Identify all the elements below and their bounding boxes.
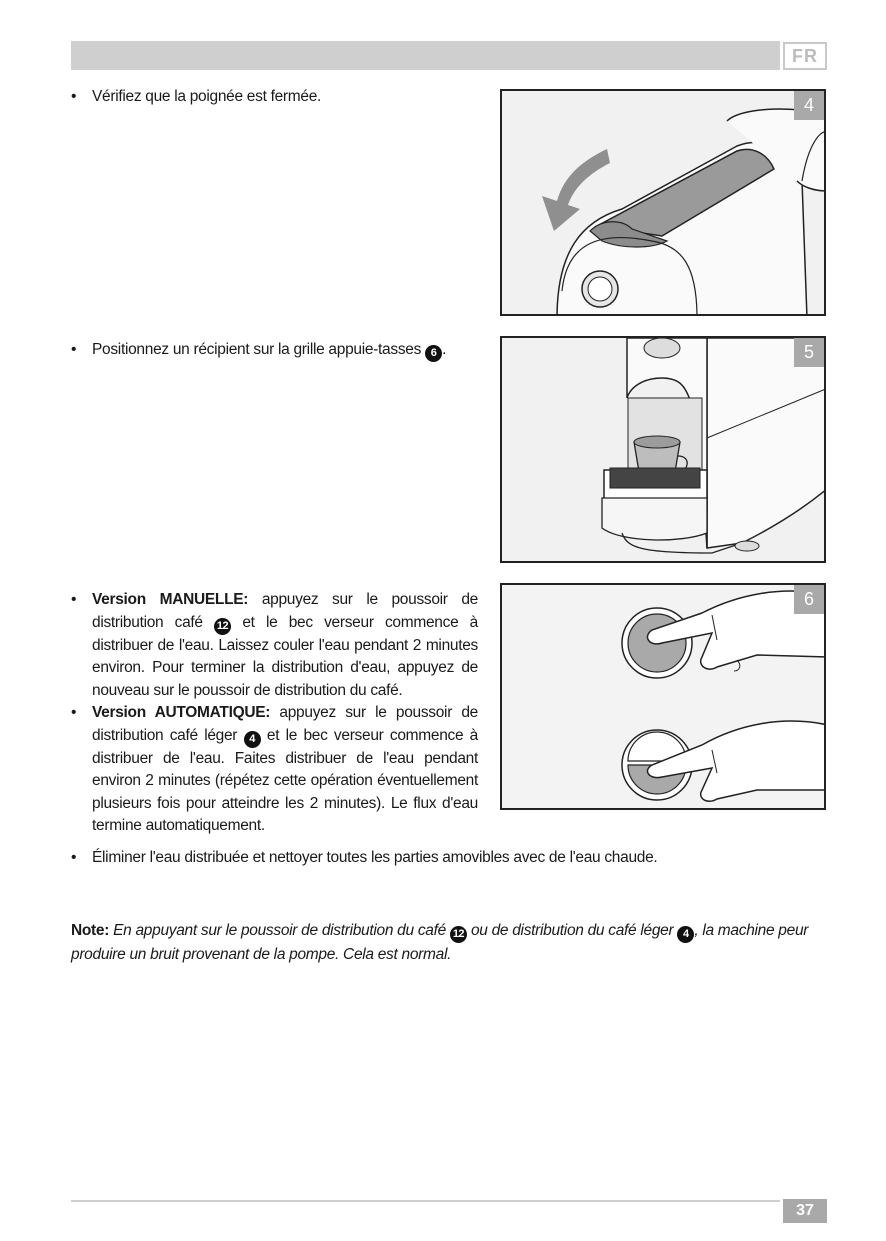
note	[71, 919, 831, 966]
figure-4	[500, 89, 826, 316]
step-text: et le bec verseur commence à distribuer de l'eau. Faites distribuer de l'eau pendant environ 2 minutes (répétez cette opération éventuellement plusieurs fois pour atteindre les 2 minutes). Le flux d'eau termine automatiquement.	[92, 726, 478, 834]
step-text: Éliminer l'eau distribuée et nettoyer toutes les parties amovibles avec de l'eau chaude.	[92, 849, 658, 866]
version-label: Version MANUELLE:	[92, 591, 249, 608]
language-badge: FR	[783, 42, 827, 70]
step-dispense-water	[71, 589, 478, 838]
figure-5	[500, 336, 826, 563]
press-button-illustration	[502, 585, 826, 810]
step-position-cup	[71, 339, 481, 362]
page-number: 37	[783, 1199, 827, 1223]
ref-badge: 12	[214, 618, 231, 635]
ref-badge: 12	[450, 926, 467, 943]
figure-number: 4	[794, 91, 824, 120]
step-text-tail: .	[442, 341, 447, 358]
step-text: Vérifiez que la poignée est fermée.	[92, 88, 322, 105]
step-text: et le bec verseur commence à distribuer de l'eau. Laissez couler l'eau pendant 2 minutes environ. Pour terminer la distribution d'eau, appuyez de nouveau sur le poussoir de distribution du café.	[92, 613, 478, 699]
machine-handle-illustration	[502, 91, 826, 316]
cup-on-grid-illustration	[502, 338, 826, 563]
ref-badge: 4	[677, 926, 694, 943]
figure-number: 5	[794, 338, 824, 367]
footer-line	[71, 1200, 780, 1202]
figure-6	[500, 583, 826, 810]
step-clean	[71, 847, 831, 869]
note-label: Note:	[71, 922, 110, 939]
version-label: Version AUTOMATIQUE:	[92, 704, 271, 721]
header-bar	[71, 41, 780, 70]
figure-number: 6	[794, 585, 824, 614]
step-check-handle	[71, 86, 478, 109]
ref-badge: 6	[425, 345, 442, 362]
step-text: Positionnez un récipient sur la grille appuie-tasses	[92, 341, 422, 358]
bullet: •	[71, 88, 77, 105]
note-text: En appuyant sur le poussoir de distribution du café	[109, 922, 450, 939]
note-text: , la machine peur produire un bruit provenant de la pompe. Cela est normal.	[71, 922, 809, 963]
bullet: •	[71, 341, 77, 358]
step-text: appuyez sur le poussoir de distribution café léger	[92, 704, 478, 744]
note-text: ou de distribution du café léger	[466, 922, 678, 939]
bullet: •	[71, 591, 77, 608]
bullet: •	[71, 849, 77, 866]
ref-badge: 4	[244, 731, 261, 748]
step-text: appuyez sur le poussoir de distribution café	[92, 591, 478, 631]
bullet: •	[71, 704, 77, 721]
